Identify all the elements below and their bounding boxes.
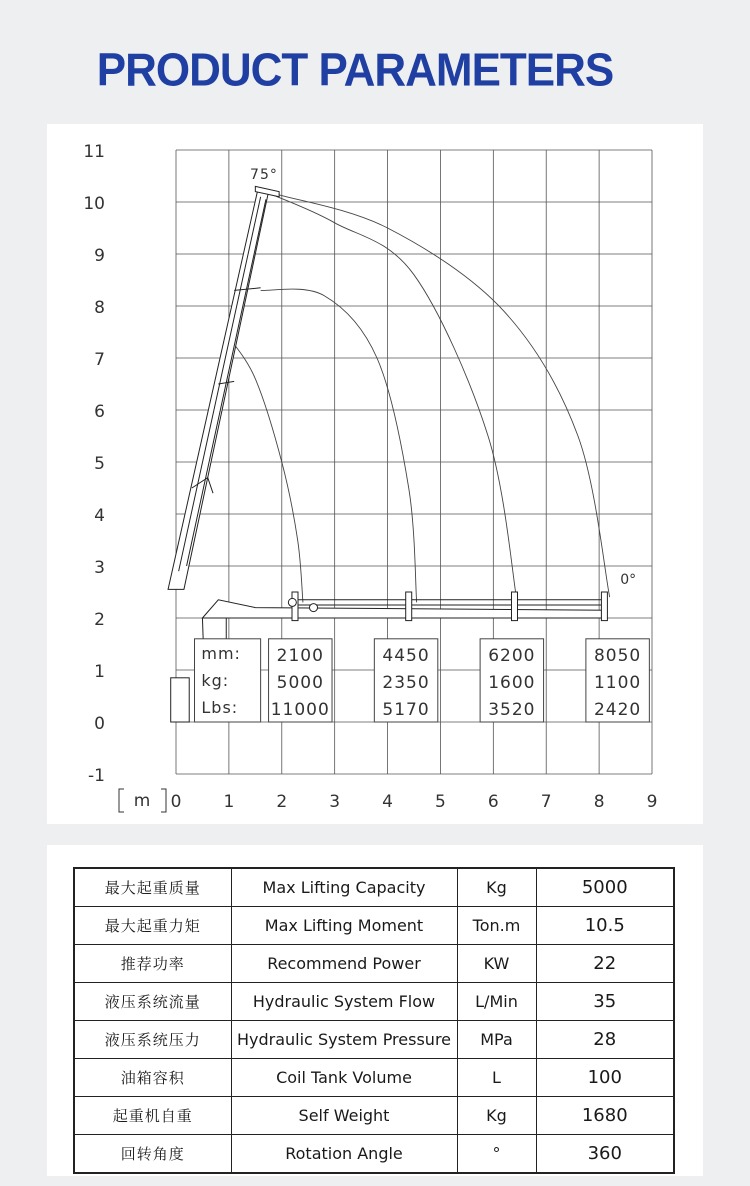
spec-row (74, 1059, 674, 1097)
spec-unit: ° (457, 1135, 536, 1174)
spec-table (73, 867, 675, 1174)
y-tick-label: 8 (94, 298, 105, 318)
spec-value: 100 (536, 1059, 674, 1097)
spec-value: 5000 (536, 868, 674, 907)
spec-row (74, 1135, 674, 1174)
boom-hook-block (406, 592, 412, 621)
spec-row (74, 1097, 674, 1135)
y-tick-label: 1 (94, 662, 105, 682)
legend-label: mm: (201, 643, 241, 663)
range-curve (229, 337, 303, 602)
spec-unit: L (457, 1059, 536, 1097)
load-value: 5170 (382, 699, 430, 720)
spec-name-cn: 液压系统流量 (74, 983, 231, 1021)
angle-min-label: 0° (620, 572, 637, 589)
spec-row (74, 983, 674, 1021)
spec-value: 28 (536, 1021, 674, 1059)
x-tick-label: 1 (223, 792, 235, 812)
x-tick-label: 2 (276, 792, 288, 812)
spec-name-cn: 液压系统压力 (74, 1021, 231, 1059)
unit-bracket-left (119, 789, 124, 812)
spec-name-en: Coil Tank Volume (231, 1059, 457, 1097)
y-tick-label: 2 (94, 610, 105, 630)
spec-name-cn: 最大起重质量 (74, 868, 231, 907)
x-tick-label: 3 (329, 792, 341, 812)
y-axis-ticks (83, 142, 105, 786)
y-tick-label: 3 (94, 558, 105, 578)
load-value: 1600 (488, 672, 536, 693)
spec-unit: Kg (457, 868, 536, 907)
spec-value: 1680 (536, 1097, 674, 1135)
crane-base (171, 678, 190, 722)
spec-unit: Kg (457, 1097, 536, 1135)
x-tick-label: 5 (435, 792, 446, 812)
spec-name-cn: 最大起重力矩 (74, 907, 231, 945)
spec-table-panel (47, 845, 703, 1176)
spec-value: 360 (536, 1135, 674, 1174)
spec-row (74, 868, 674, 907)
y-tick-label: 0 (94, 714, 105, 734)
boom-pivot (288, 598, 296, 606)
y-tick-label: 9 (94, 246, 105, 266)
legend-label: Lbs: (201, 697, 239, 717)
spec-name-en: Hydraulic System Flow (231, 983, 457, 1021)
x-unit-label: m (133, 791, 151, 811)
x-tick-label: 8 (593, 792, 605, 812)
load-value: 3520 (488, 699, 536, 720)
spec-name-en: Recommend Power (231, 945, 457, 983)
load-value: 2350 (382, 672, 430, 693)
range-curve (271, 194, 517, 602)
spec-row (74, 1021, 674, 1059)
load-value: 2420 (593, 699, 642, 720)
boom-pivot (310, 604, 318, 612)
angle-max-label: 75° (250, 167, 278, 184)
spec-row (74, 945, 674, 983)
spec-name-cn: 回转角度 (74, 1135, 231, 1174)
spec-name-en: Max Lifting Capacity (231, 868, 457, 907)
load-value: 5000 (276, 672, 324, 693)
y-tick-label: 11 (83, 142, 105, 162)
spec-unit: MPa (457, 1021, 536, 1059)
x-tick-label: 6 (487, 792, 499, 812)
x-tick-label: 7 (540, 792, 552, 812)
load-boxes (195, 639, 650, 722)
boom-hook-block (601, 592, 607, 621)
y-tick-label: 10 (83, 194, 105, 214)
load-value: 2100 (276, 645, 324, 666)
spec-name-cn: 推荐功率 (74, 945, 231, 983)
spec-name-cn: 起重机自重 (74, 1097, 231, 1135)
y-tick-label: 7 (94, 350, 105, 370)
load-value: 1100 (593, 672, 642, 693)
y-tick-label: 6 (94, 402, 105, 422)
x-axis-ticks (119, 789, 657, 812)
y-tick-label: -1 (88, 766, 105, 786)
load-chart (47, 124, 703, 824)
x-tick-label: 9 (646, 792, 658, 812)
spec-unit: KW (457, 945, 536, 983)
x-tick-label: 4 (382, 792, 393, 812)
spec-value: 10.5 (536, 907, 674, 945)
boom-section-lines (292, 600, 604, 605)
y-tick-label: 4 (94, 506, 105, 526)
spec-row (74, 907, 674, 945)
load-value: 4450 (382, 645, 430, 666)
load-chart-panel (47, 124, 703, 824)
spec-unit: L/Min (457, 983, 536, 1021)
spec-value: 22 (536, 945, 674, 983)
spec-value: 35 (536, 983, 674, 1021)
boom-hook-block (511, 592, 517, 621)
legend-label: kg: (201, 670, 230, 690)
unit-bracket-right (161, 789, 166, 812)
range-curve (261, 289, 417, 602)
x-tick-label: 0 (170, 792, 182, 812)
working-range-curves (229, 194, 610, 602)
spec-name-cn: 油箱容积 (74, 1059, 231, 1097)
load-value: 11000 (270, 699, 330, 720)
page-title: PRODUCT PARAMETERS (96, 44, 614, 97)
spec-name-en: Max Lifting Moment (231, 907, 457, 945)
spec-name-en: Self Weight (231, 1097, 457, 1135)
load-value: 6200 (488, 645, 536, 666)
range-curve (276, 194, 609, 597)
spec-name-en: Hydraulic System Pressure (231, 1021, 457, 1059)
spec-unit: Ton.m (457, 907, 536, 945)
load-value: 8050 (593, 645, 642, 666)
y-tick-label: 5 (94, 454, 105, 474)
spec-name-en: Rotation Angle (231, 1135, 457, 1174)
